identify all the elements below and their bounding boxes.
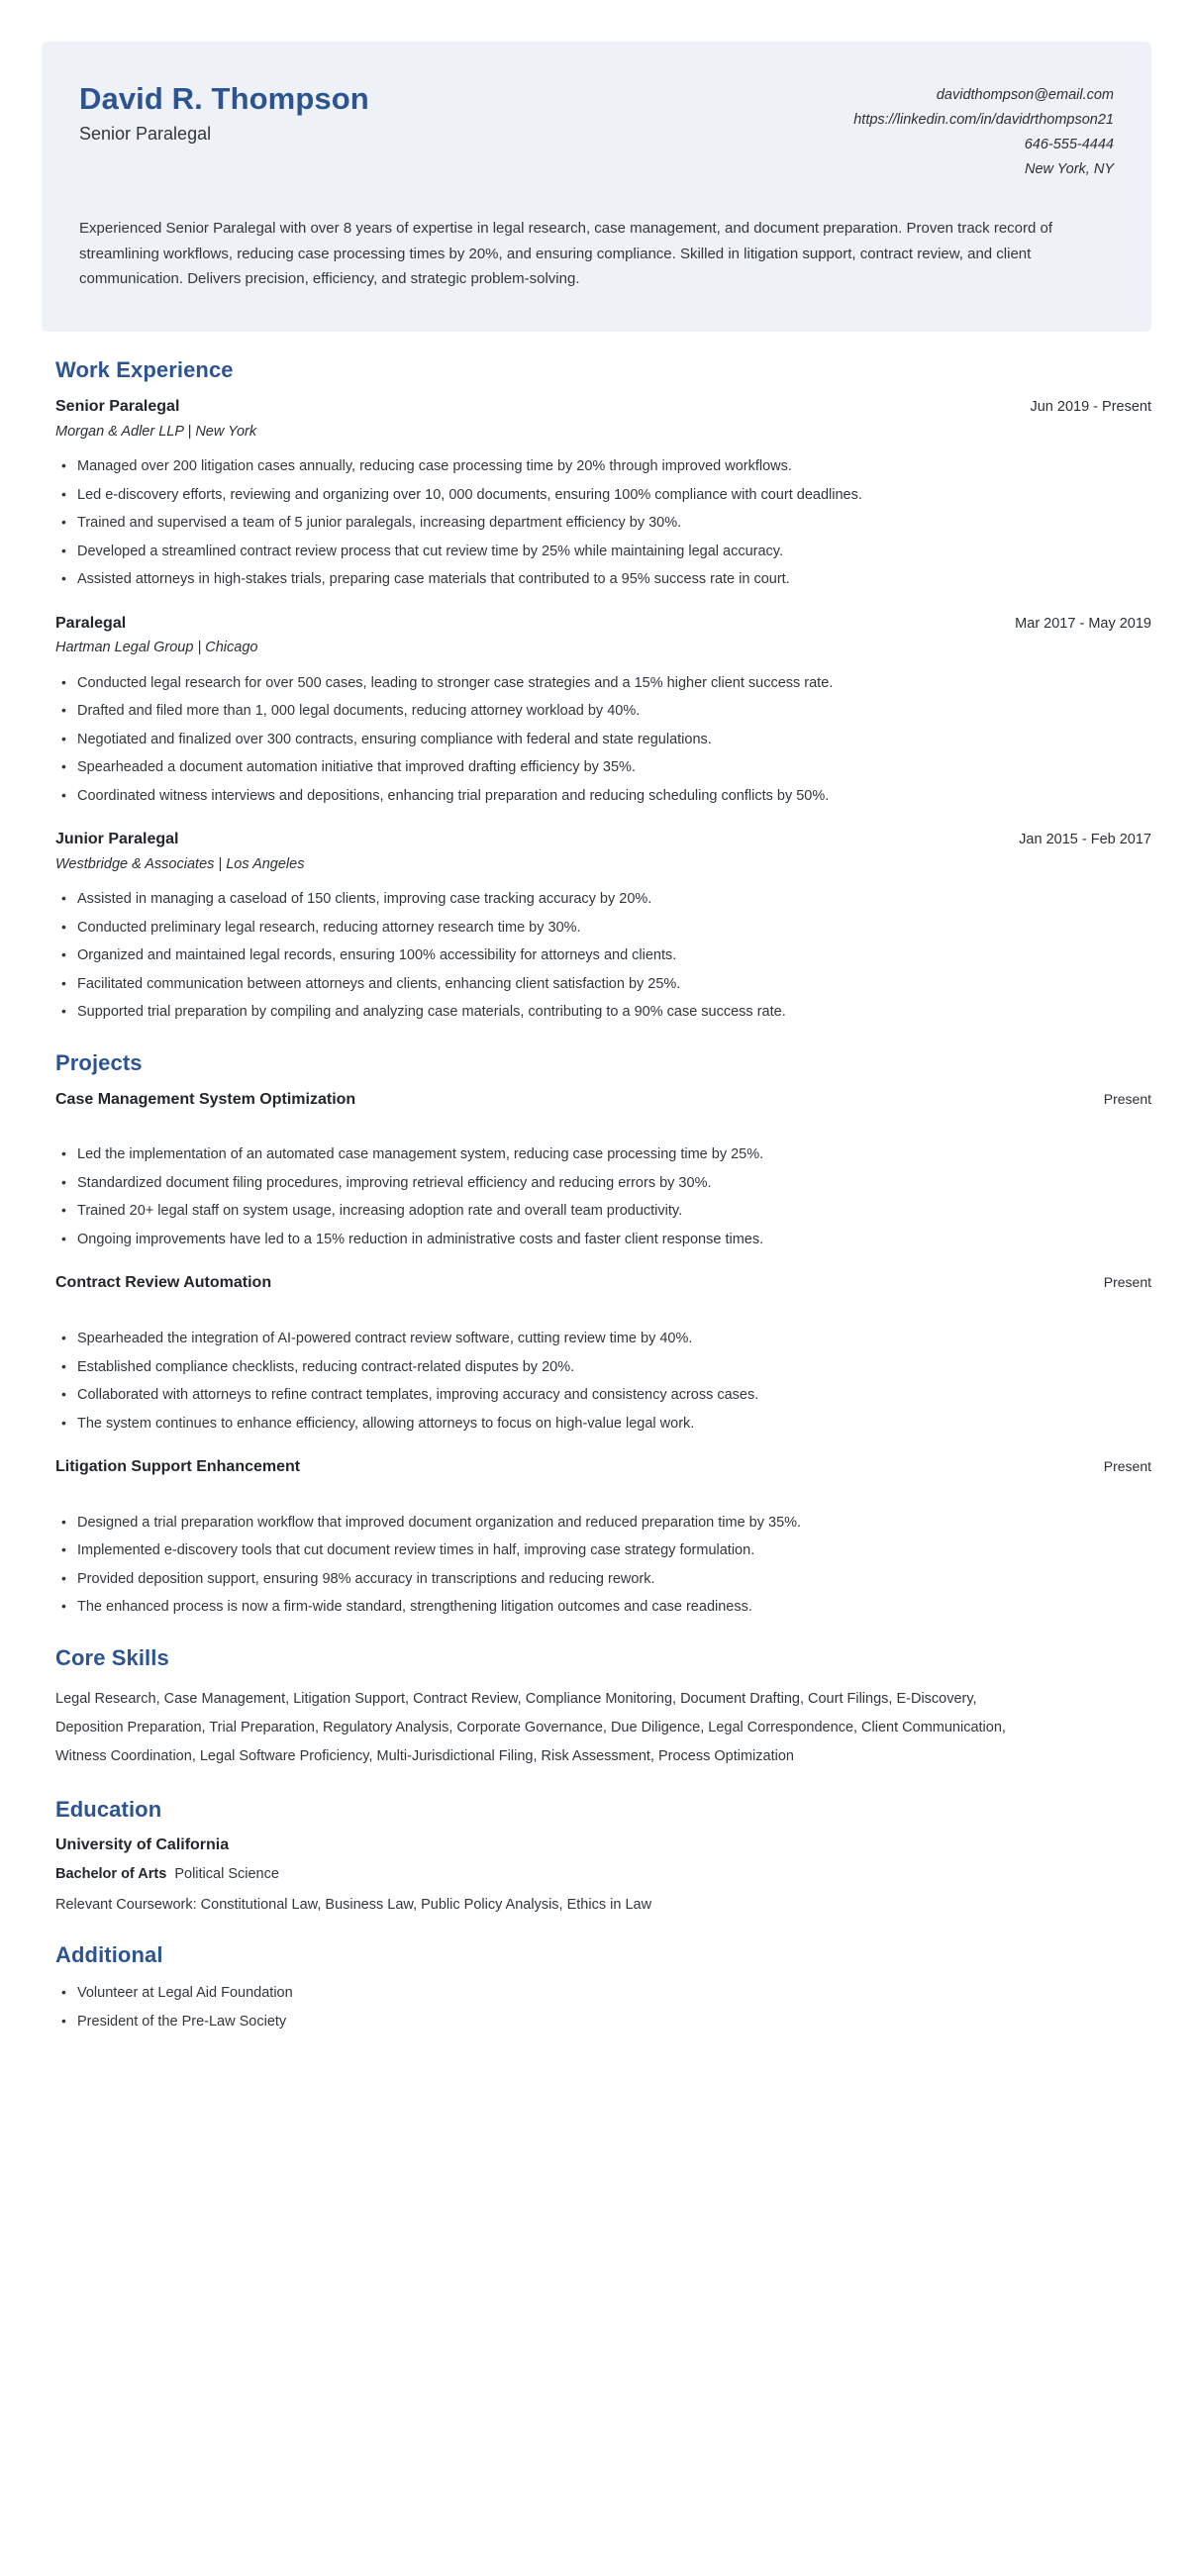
additional-inner bbox=[42, 1982, 1151, 2033]
list-item: • Implemented e-discovery tools that cut document review times in half, improving case strategy formulation. bbox=[55, 1539, 1151, 1562]
list-item: • Collaborated with attorneys to refine contract templates, improving accuracy and consistency across cases. bbox=[55, 1384, 1151, 1407]
project-name: Litigation Support Enhancement bbox=[55, 1458, 301, 1476]
section-work-experience bbox=[42, 357, 1151, 1025]
list-item: • Established compliance checklists, reducing contract-related disputes by 20%. bbox=[55, 1356, 1151, 1379]
section-education bbox=[42, 1797, 1151, 1917]
list-item: • Led the implementation of an automated case management system, reducing case processing time by 25%. bbox=[55, 1143, 1151, 1166]
work-entry bbox=[55, 397, 1151, 592]
work-bullets bbox=[55, 672, 1151, 808]
work-entry-head bbox=[55, 614, 1151, 635]
list-item: • Organized and maintained legal records, ensuring 100% accessibility for attorneys and clients. bbox=[55, 944, 1151, 967]
section-heading-skills: Core Skills bbox=[55, 1644, 169, 1670]
project-bullets bbox=[55, 1328, 1151, 1436]
header-top-row bbox=[79, 77, 1114, 182]
project-date: Present bbox=[1103, 1090, 1151, 1107]
resume-page bbox=[0, 42, 1193, 2576]
project-date: Present bbox=[1103, 1274, 1151, 1291]
education-inner bbox=[42, 1836, 1151, 1917]
education-school: University of California bbox=[55, 1835, 230, 1853]
section-heading-work: Work Experience bbox=[55, 357, 234, 383]
education-degree: Bachelor of Arts bbox=[55, 1865, 167, 1882]
project-bullets bbox=[55, 1512, 1151, 1620]
education-coursework: Relevant Coursework: Constitutional Law, Business Law, Public Policy Analysis, Ethics in Law bbox=[55, 1896, 652, 1913]
project-bullets bbox=[55, 1143, 1151, 1251]
list-item: • Assisted in managing a caseload of 150 clients, improving case tracking accuracy by 20%. bbox=[55, 888, 1151, 911]
contact-linkedin[interactable]: https://linkedin.com/in/davidrthompson21 bbox=[853, 111, 1114, 128]
section-heading-additional: Additional bbox=[55, 1942, 163, 1968]
work-organization: Morgan & Adler LLP | New York bbox=[55, 423, 257, 440]
list-item: • Volunteer at Legal Aid Foundation bbox=[55, 1982, 1151, 2005]
section-heading-education: Education bbox=[55, 1796, 162, 1822]
list-item: • Developed a streamlined contract review process that cut review time by 25% while maintaining legal accuracy. bbox=[55, 541, 1151, 563]
work-bullets bbox=[55, 888, 1151, 1024]
project-entry-head bbox=[55, 1273, 1151, 1294]
work-date: Jun 2019 - Present bbox=[1030, 399, 1151, 416]
identity-block bbox=[79, 77, 853, 145]
project-name: Contract Review Automation bbox=[55, 1274, 272, 1292]
list-item: • Provided deposition support, ensuring 98% accuracy in transcriptions and reducing rework. bbox=[55, 1568, 1151, 1591]
list-item: • Designed a trial preparation workflow that improved document organization and reduced preparation time by 35%. bbox=[55, 1512, 1151, 1535]
work-role: Senior Paralegal bbox=[55, 398, 180, 416]
education-field: Political Science bbox=[174, 1865, 279, 1882]
section-additional bbox=[42, 1942, 1151, 2033]
work-date: Jan 2015 - Feb 2017 bbox=[1019, 832, 1151, 848]
headline-job-title: Senior Paralegal bbox=[79, 123, 212, 144]
project-entry-head bbox=[55, 1090, 1151, 1111]
education-degree-line bbox=[55, 1866, 1151, 1882]
list-item: • Supported trial preparation by compiling and analyzing case materials, contributing to a 90% case success rate. bbox=[55, 1001, 1151, 1024]
work-organization: Westbridge & Associates | Los Angeles bbox=[55, 855, 305, 872]
list-item: • The system continues to enhance efficiency, allowing attorneys to focus on high-value legal work. bbox=[55, 1413, 1151, 1436]
work-entry-head bbox=[55, 397, 1151, 418]
resume-body bbox=[0, 357, 1193, 2078]
contact-phone[interactable]: 646-555-4444 bbox=[1024, 136, 1114, 152]
section-heading-projects: Projects bbox=[55, 1049, 143, 1075]
skills-list: Legal Research, Case Management, Litigation Support, Contract Review, Compliance Monitoring, Document Drafting, Court Filings, E-Discovery, Deposition Preparation, Trial Preparation, Regulatory Analysis, Corporate Governance, Due Diligence, Legal Correspondence, Client Communication, Witness Coordination, Legal Software Proficiency, Multi-Jurisdictional Filing, Risk Assessment, Process Optimization bbox=[55, 1690, 1006, 1764]
contact-location: New York, NY bbox=[1025, 160, 1114, 177]
work-entry bbox=[55, 614, 1151, 809]
list-item: • President of the Pre-Law Society bbox=[55, 2011, 1151, 2033]
list-item: • Conducted legal research for over 500 cases, leading to stronger case strategies and a 15% higher client success rate. bbox=[55, 672, 1151, 695]
list-item: • Led e-discovery efforts, reviewing and organizing over 10, 000 documents, ensuring 100% compliance with court deadlines. bbox=[55, 484, 1151, 507]
contact-block bbox=[853, 77, 1114, 182]
list-item: • Managed over 200 litigation cases annually, reducing case processing time by 20% through improved workflows. bbox=[55, 455, 1151, 478]
page-title: David R. Thompson bbox=[79, 81, 369, 116]
list-item: • Spearheaded the integration of AI-powered contract review software, cutting review time by 40%. bbox=[55, 1328, 1151, 1350]
project-entries bbox=[42, 1090, 1151, 1620]
work-entries bbox=[42, 397, 1151, 1025]
professional-summary: Experienced Senior Paralegal with over 8 years of expertise in legal research, case management, and document preparation. Proven track record of streamlining workflows, reducing case processing times by 20%, and ensuring compliance. Skilled in litigation support, contract review, and client communication. Delivers precision, efficiency, and strategic problem-solving. bbox=[79, 219, 1053, 288]
skills-inner bbox=[42, 1685, 1151, 1771]
work-role: Paralegal bbox=[55, 614, 127, 632]
list-item: • Standardized document filing procedures, improving retrieval efficiency and reducing errors by 30%. bbox=[55, 1172, 1151, 1195]
list-item: • Facilitated communication between attorneys and clients, enhancing client satisfaction by 25%. bbox=[55, 973, 1151, 996]
list-item: • Drafted and filed more than 1, 000 legal documents, reducing attorney workload by 40%. bbox=[55, 700, 1151, 723]
list-item: • Conducted preliminary legal research, reducing attorney research time by 30%. bbox=[55, 917, 1151, 940]
list-item: • Coordinated witness interviews and depositions, enhancing trial preparation and reducing scheduling conflicts by 50%. bbox=[55, 785, 1151, 808]
work-date: Mar 2017 - May 2019 bbox=[1015, 615, 1151, 632]
list-item: • Ongoing improvements have led to a 15% reduction in administrative costs and faster client response times. bbox=[55, 1229, 1151, 1251]
project-entry bbox=[55, 1273, 1151, 1436]
resume-header-card bbox=[42, 42, 1151, 332]
list-item: • Negotiated and finalized over 300 contracts, ensuring compliance with federal and state regulations. bbox=[55, 729, 1151, 751]
section-core-skills bbox=[42, 1645, 1151, 1771]
list-item: • The enhanced process is now a firm-wide standard, strengthening litigation outcomes and case readiness. bbox=[55, 1596, 1151, 1619]
project-entry-head bbox=[55, 1457, 1151, 1478]
list-item: • Spearheaded a document automation initiative that improved drafting efficiency by 35%. bbox=[55, 756, 1151, 779]
work-bullets bbox=[55, 455, 1151, 591]
work-role: Junior Paralegal bbox=[55, 831, 179, 848]
project-date: Present bbox=[1103, 1458, 1151, 1475]
list-item: • Assisted attorneys in high-stakes trials, preparing case materials that contributed to a 95% success rate in court. bbox=[55, 568, 1151, 591]
contact-email[interactable]: davidthompson@email.com bbox=[936, 87, 1114, 103]
list-item: • Trained and supervised a team of 5 junior paralegals, increasing department efficiency by 30%. bbox=[55, 512, 1151, 535]
work-entry-head bbox=[55, 830, 1151, 850]
section-projects bbox=[42, 1050, 1151, 1620]
project-entry bbox=[55, 1090, 1151, 1252]
project-entry bbox=[55, 1457, 1151, 1620]
list-item: • Trained 20+ legal staff on system usage, increasing adoption rate and overall team productivity. bbox=[55, 1200, 1151, 1223]
work-organization: Hartman Legal Group | Chicago bbox=[55, 640, 258, 656]
additional-list bbox=[55, 1982, 1151, 2033]
work-entry bbox=[55, 830, 1151, 1025]
project-name: Case Management System Optimization bbox=[55, 1090, 356, 1108]
